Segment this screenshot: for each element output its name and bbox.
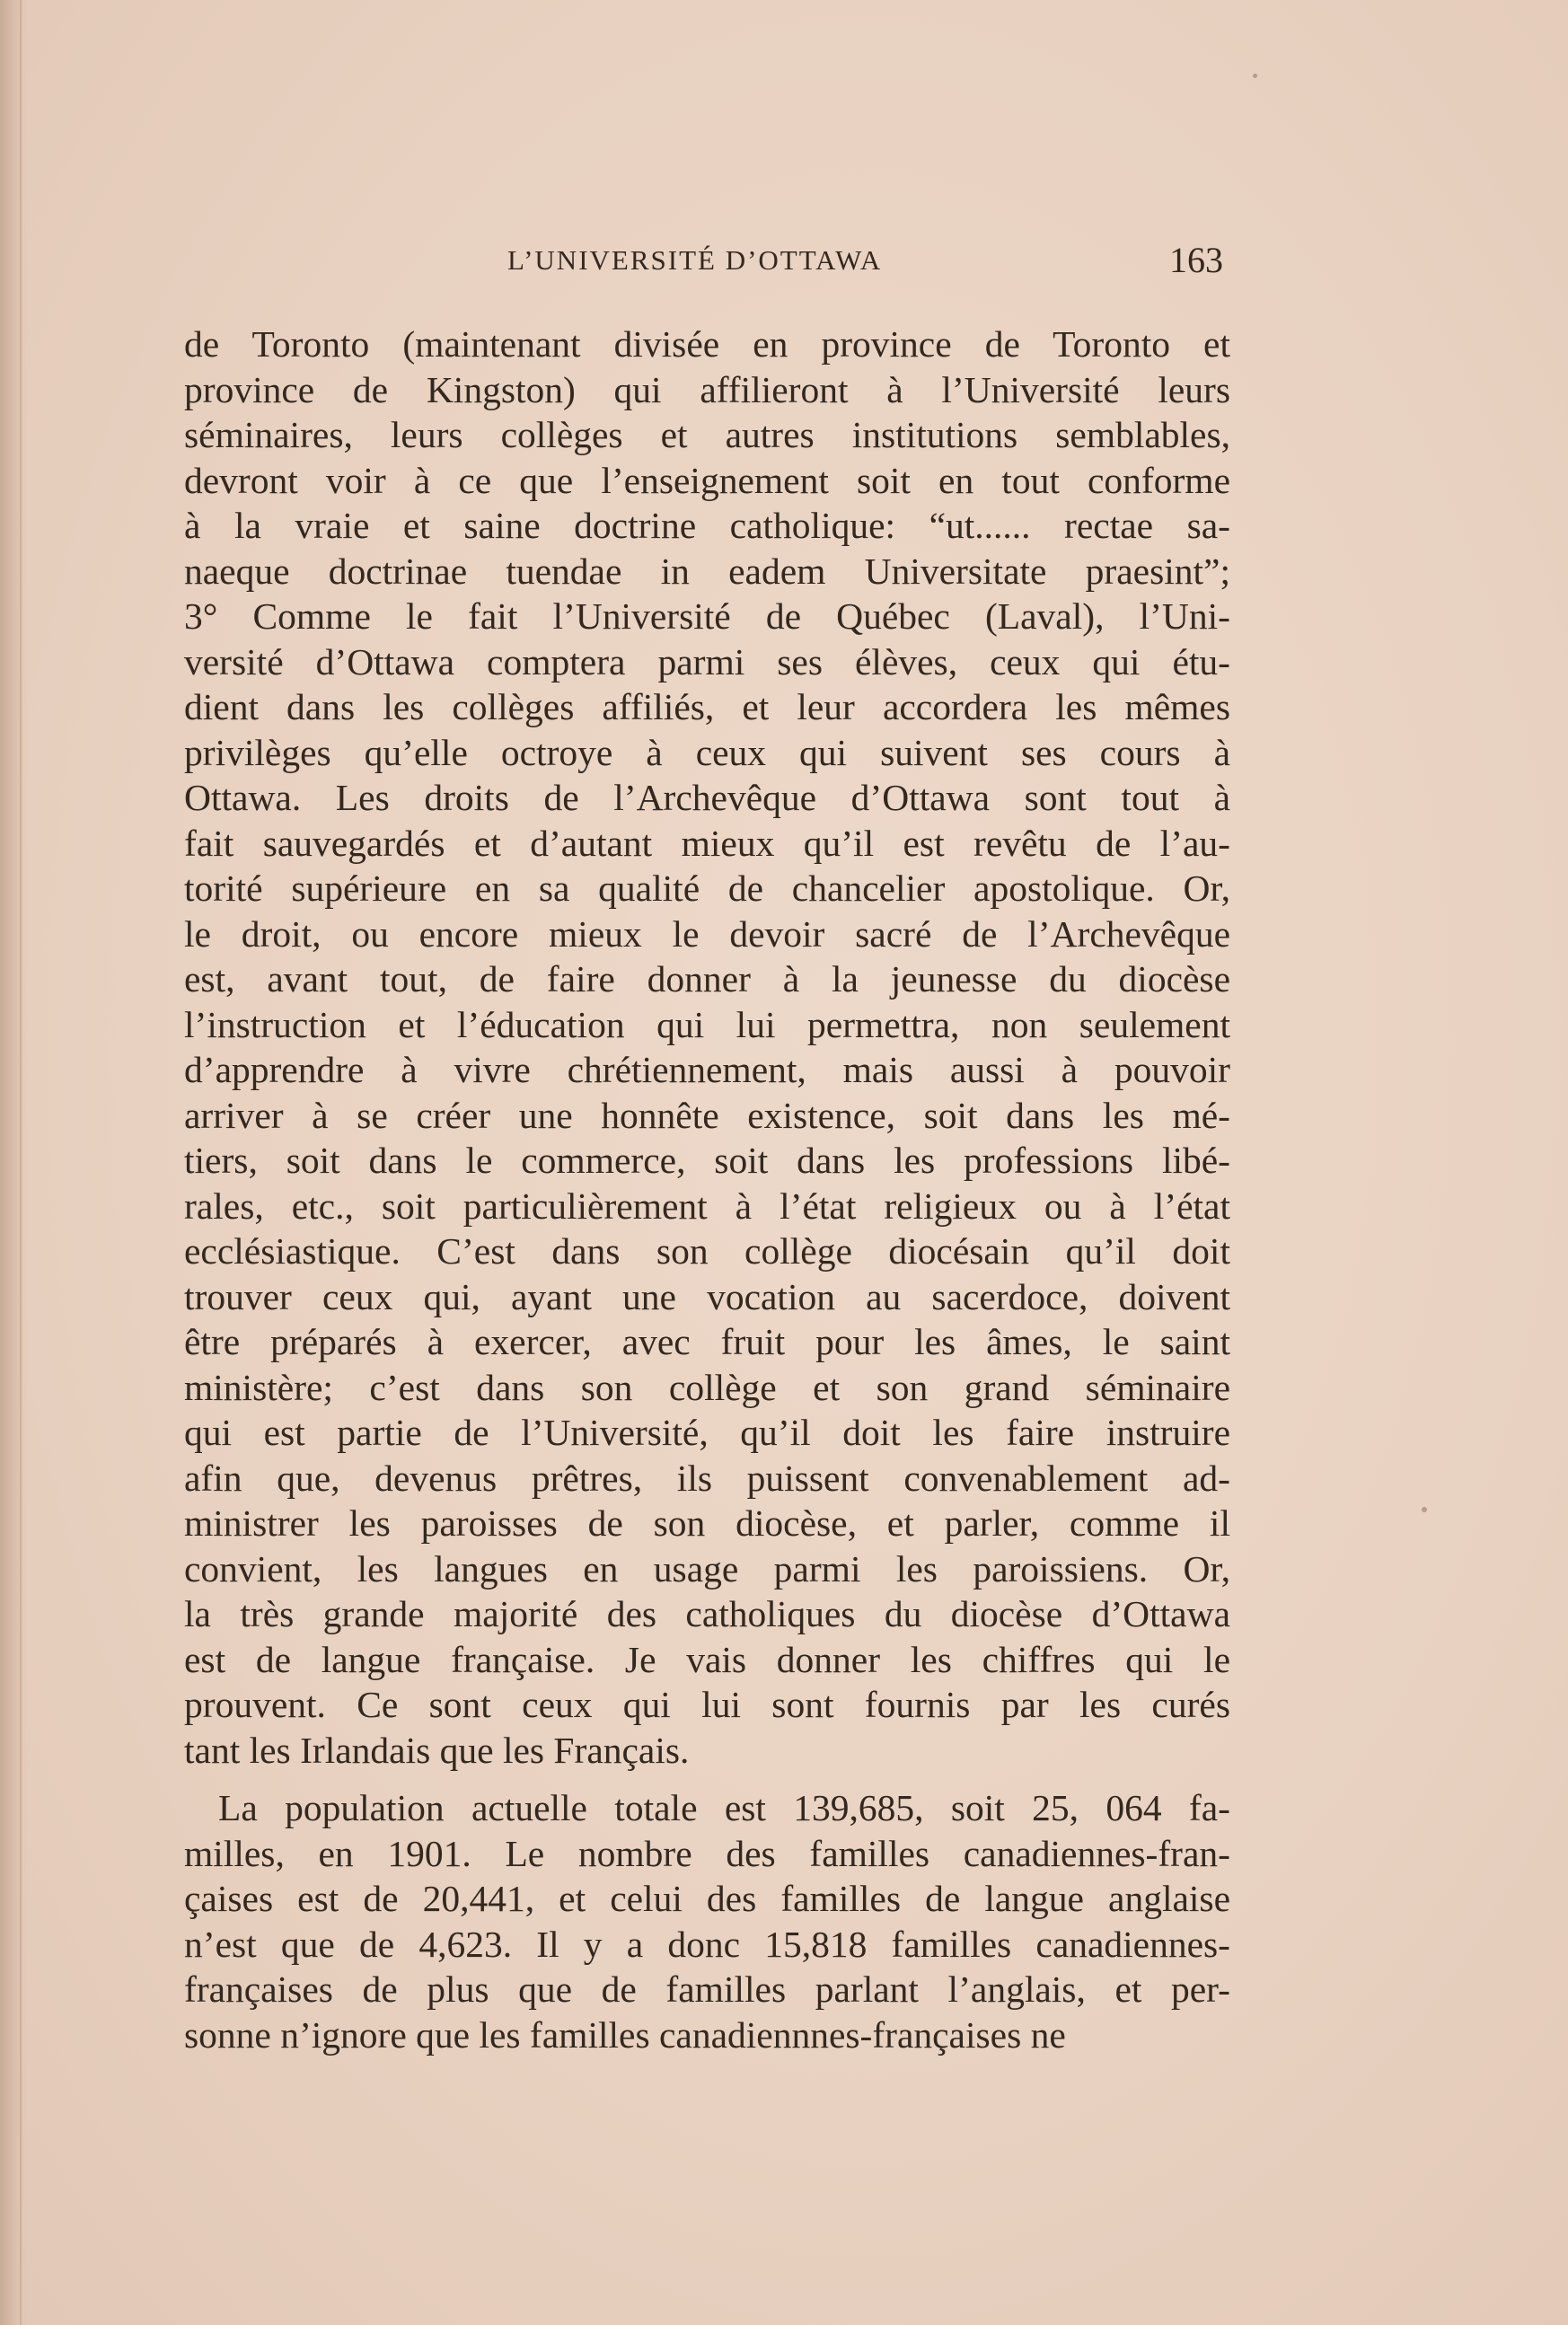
- text-line: dient dans les collèges affiliés, et leur accordera les mêmes: [184, 686, 1230, 727]
- text-line: rales, etc., soit particulièrement à l’état religieux ou à l’état: [184, 1185, 1230, 1227]
- paper-speck: [1253, 74, 1257, 78]
- paragraph-gap: [184, 1773, 1230, 1785]
- paragraph: [184, 1785, 1230, 2057]
- text-line: province de Kingston) qui affilieront à l’Université leurs: [184, 368, 1230, 410]
- text-line: afin que, devenus prêtres, ils puissent convenablement ad-: [184, 1457, 1230, 1499]
- running-title: L’UNIVERSITÉ D’OTTAWA: [507, 244, 883, 276]
- text-line: La population actuelle totale est 139,685, soit 25, 064 fa-: [218, 1787, 1230, 1828]
- text-line: prouvent. Ce sont ceux qui lui sont fournis par les curés: [184, 1684, 1230, 1725]
- text-line: çaises est de 20,441, et celui des familles de langue anglaise: [184, 1878, 1230, 1919]
- text-line: la très grande majorité des catholiques du diocèse d’Ottawa: [184, 1593, 1230, 1634]
- text-line: ecclésiastique. C’est dans son collège diocésain qu’il doit: [184, 1230, 1230, 1272]
- text-line: l’instruction et l’éducation qui lui permettra, non seulement: [184, 1003, 1230, 1045]
- text-line: le droit, ou encore mieux le devoir sacré de l’Archevêque: [184, 912, 1230, 955]
- text-line: de Toronto (maintenant divisée en province de Toronto et: [184, 323, 1230, 365]
- page-gutter-shadow: [0, 0, 27, 2325]
- text-line: qui est partie de l’Université, qu’il doit les faire instruire: [184, 1412, 1230, 1453]
- page-number: 163: [1169, 240, 1223, 280]
- text-line: versité d’Ottawa comptera parmi ses élèves, ceux qui étu-: [184, 640, 1230, 683]
- text-line: françaises de plus que de familles parlant l’anglais, et per-: [184, 1968, 1230, 2010]
- text-line: n’est que de 4,623. Il y a donc 15,818 familles canadiennes-: [184, 1923, 1230, 1965]
- text-line: est de langue française. Je vais donner les chiffres qui le: [184, 1638, 1230, 1680]
- text-line: fait sauvegardés et d’autant mieux qu’il est revêtu de l’au-: [184, 822, 1230, 864]
- text-line: d’apprendre à vivre chrétiennement, mais aussi à pouvoir: [184, 1049, 1230, 1090]
- text-line: devront voir à ce que l’enseignement soit en tout conforme: [184, 459, 1230, 501]
- text-line: sonne n’ignore que les familles canadiennnes-françaises ne: [184, 2013, 1066, 2056]
- text-line: naeque doctrinae tuendae in eadem Universitate praesint”;: [184, 550, 1230, 592]
- text-line: privilèges qu’elle octroye à ceux qui suivent ses cours à: [184, 731, 1230, 773]
- text-line: ministère; c’est dans son collège et son grand séminaire: [184, 1366, 1230, 1408]
- text-line: milles, en 1901. Le nombre des familles canadiennes-fran-: [184, 1832, 1230, 1874]
- text-line: être préparés à exercer, avec fruit pour les âmes, le saint: [184, 1321, 1230, 1362]
- paragraph: [184, 321, 1230, 1773]
- text-line: séminaires, leurs collèges et autres institutions semblables,: [184, 414, 1230, 455]
- text-line: à la vraie et saine doctrine catholique: “ut...... rectae sa-: [184, 505, 1230, 546]
- paper-speck: [1422, 1507, 1427, 1512]
- text-line: ministrer les paroisses de son diocèse, et parler, comme il: [184, 1502, 1230, 1544]
- gutter-line: [20, 0, 22, 2325]
- text-line: convient, les langues en usage parmi les paroissiens. Or,: [184, 1547, 1230, 1590]
- text-line: Ottawa. Les droits de l’Archevêque d’Ottawa sont tout à: [184, 777, 1230, 818]
- text-line: 3° Comme le fait l’Université de Québec (Laval), l’Uni-: [184, 595, 1230, 637]
- text-line: torité supérieure en sa qualité de chancelier apostolique. Or,: [184, 867, 1230, 909]
- text-line: tant les Irlandais que les Français.: [184, 1729, 690, 1771]
- text-line: est, avant tout, de faire donner à la jeunesse du diocèse: [184, 958, 1230, 1000]
- body-text: [184, 321, 1230, 2057]
- text-line: arriver à se créer une honnête existence, soit dans les mé-: [184, 1094, 1230, 1136]
- text-line: tiers, soit dans le commerce, soit dans les professions libé-: [184, 1140, 1230, 1181]
- text-line: trouver ceux qui, ayant une vocation au sacerdoce, doivent: [184, 1275, 1230, 1317]
